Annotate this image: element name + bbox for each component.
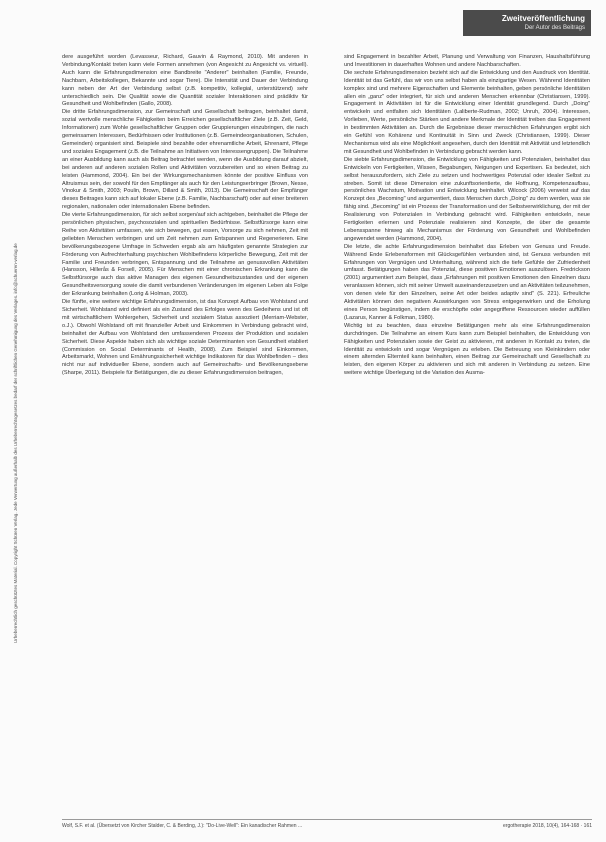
badge-subtitle: Der Autor des Beitrags [524,25,585,31]
paragraph: Die vierte Erfahrungsdimension, für sich selbst sorgen/auf sich achtgeben, beinhaltet die Pflege der persönlichen physischen, psychosozialen und spirituellen Bedürfnisse. Selbstfürsorge kann eine Reihe von Aktivitäten umfassen, wie sich bewegen, gut essen, Vorsorge zu sich nehmen, Zeit mit geliebten Menschen verbringen und um Zeit nehmen zum Entspannen und Regenerieren. Eine bevölkerungsbezogene Umfrage in Schweden ergab als am häufigsten genannte Strategien zur Förderung von Aufrechterhaltung psychischen Wohlbefindens körperliche Bewegung, Zeit mit der Familie und Freunden verbringen, Entspannung und die Teilnahme an genussvollen Aktivitäten (Hansson, Hillerås & Forsell, 2005). Für Menschen mit einer chronischen Erkrankung kann die Selbstfürsorge auch das aktive Managen des eigenen Gesundheitszustandes und der eigenen Gesundheitsversorgung sowie die damit verbundenen Veränderungen im eigenen Leben als Folge der Erkrankung beinhalten (Lorig & Holman, 2003). [62,212,308,298]
copyright-sidebar-text: Urheberrechtlich geschütztes Material. Copyright Schüren Verlag. Jede Verwertung außerhalb des Urheberrechtsgesetzes bedarf der schriftlichen Genehmigung des Verlages. info@schueren-verlag.de [13,243,18,643]
header-badge [463,10,591,36]
paragraph: Die sechste Erfahrungsdimension bezieht sich auf die Entwicklung und den Ausdruck von Identität. Identität ist das Gefühl, das wir von uns selbst haben als einzigartige Wesen. Während Identitäten komplex sind und mehrere Eigenschaften und Elemente beinhalten, geben persönliche Identitäten allen ein „ganz" oder integriert, für sich und anderen Menschen erkennbar (Christiansen, 1999). Engagement in Aktivitäten ist für die Entwicklung einer Identität grundlegend. Durch „Doing" entwickeln und entfalten sich Identitäten (Laliberte-Rudman, 2002; Unruh, 2004). Interessen, Vorlieben, Werte, persönliche Stärken und andere Merkmale der Identität treiben das Engagement in bestimmten Aktivitäten an. Durch die Ergebnisse dieser menschlichen Erfahrungen ergibt sich ein Gefühl von Kohärenz und Kontinuität in Sinn und Zweck (Christiansen, 1999). Dieser Mechanismus wird als eine Möglichkeit angesehen, durch den Identität mit Aktivität und letztendlich mit Gesundheit und Wohlbefinden in Verbindung gebracht werden kann. [344,69,590,155]
paragraph: sind Engagement in bezahlter Arbeit, Planung und Verwaltung von Finanzen, Haushaltsführung und Investitionen in dauerhaftes Wohnen und andere Nachbarschaften. [344,54,590,68]
page-footer [62,819,592,834]
badge-title: Zweitveröffentlichung [501,14,585,23]
paragraph: Die letzte, die achte Erfahrungsdimension beinhaltet das Erleben von Genuss und Freude. Während Ende Erlebensformen mit Glücksgefühlen verbunden sind, ist Genuss verbunden mit Erfahrungen von Vergnügen und Unterhaltung, während sich die tiefe Gefühle der Zufriedenheit umfasst. Betätigungen haben das Potenzial, diese positiven Emotionen auszulösen. Fredrickson (2001) argumentiert zum Beispiel, dass „Erfahrungen mit positiven Emotionen den Einzelnen dazu veranlassen können, sich mit seiner Umwelt auseinanderzusetzen und an Aktivitäten teilzunehmen, von denen viele für den Einzelnen, seine Art oder beides adaptiv sind" (S. 221). Erfreuliche Aktivitäten können den negativen Auswirkungen von Stress entgegenwirken und die Erholung eines Person begünstigen, indem die erschöpfte oder angegriffene Ressourcen wieder auffüllen (Lazarus, Kanner & Folkman, 1980). [344,243,590,321]
paragraph: Die siebte Erfahrungsdimension, die Entwicklung von Fähigkeiten und Potenzialen, beinhaltet das Entwickeln von Fertigkeiten, Wissen, Begabungen, Neigungen und Expertisen. Es bedeutet, sich selbst herauszufordern, sich Ziele zu setzen und hochwertiges Potenzial oder idealer Selbst zu streben. Somit ist diese Dimension eine zukunftsorientierte, die Hoffnung, Kompetenzaufbau, persönliches Wachstum, Motivation und Entwicklung beinhaltet. Wilcock (2006) verweist auf das Konzept des „Becoming" und argumentiert, dass Menschen durch „Doing" zu dem werden, was sie fähig sind. „Becoming" ist ein Prozess der Transformation und der Selbstverwirklichung, der mit der Realisierung von Potenzialen in Verbindung gebracht wird. Fähigkeiten entwickeln, neue Fertigkeiten erlernen und Potenziale realisieren sind Konzepte, die über die gesamte Lebensspanne hinweg als Mechanismus der Förderung von Gesundheit und Wohlbefinden angewendet werden (Hammond, 2004). [344,156,590,242]
paragraph: Wichtig ist zu beachten, dass einzelne Betätigungen mehr als eine Erfahrungsdimension durchdringen. Die Teilnahme an einem Kurs kann zum Beispiel beinhalten, die Entwicklung von Fähigkeiten und Potenzialen sowie der Geist zu aktivieren, mit anderen in Kontakt zu treten, die Identität zu entwickeln und sogar Vergnügen zu erleben. Die Betreuung von Kleinkindern oder einem alternden Elternteil kann beinhalten, einen Beitrag zur Gemeinschaft und Gesellschaft zu leisten, den eigenen Körper zu aktivieren und sich mit anderen in Verbindung zu setzen. Eine weitere wichtige Überlegung ist die Variation des Ausma- [344,322,590,377]
footer-page-info: ergotherapie 2018, 10(4), 164-168 · 161 [503,823,592,829]
paragraph: dere ausgeführt worden (Levasseur, Richard, Gauvin & Raymond, 2010). Mit anderen in Verbindung/Kontakt treten kann viele Formen annehmen (von Angesicht zu Angesicht vs. virtuell). Auch kann die Erfahrungsdimension eine Bandbreite "Anderer" beinhalten (Familie, Freunde, Nachbarn, Arbeitskollegen, Bekannte und sogar Tiere). Die Intensität und Dauer der Verbindung kann neben der Art der Verbindung selbst (z.B. kompetitiv, kollegial, unterstützend) sehr unterschiedlich sein. Die Qualität sowie die Quantität sozialer Interaktionen sind prädiktiv für Gesundheit und Wohlbefinden (Gallo, 2008). [62,54,308,108]
paragraph: Die fünfte, eine weitere wichtige Erfahrungsdimension, ist das Konzept Aufbau von Wohlstand und Sicherheit. Wohlstand wird definiert als ein Zustand des Erfolges wenn des Gedeihens und ist oft mit wirtschaftlichem Wohlergehen, Sicherheit und sozialem Status assoziiert (Merriam-Webster, o.J.). Obwohl Wohlstand oft mit finanzieller Arbeit und Einkommen in Verbindung gebracht wird, beinhaltet der Aufbau von Wohlstand den umfassenderen Prozess der Produktion und sozialen Sicherheit. Diese Aspekte haben sich als wichtige soziale Determinanten von Gesundheit etabliert (Commission on Social Determinants of Health, 2008). Zum Beispiel sind Einkommen, Arbeitsmarkt, Wohnen und Ernährungssicherheit wichtige Indikatoren für das Wohlbefinden – dies nicht nur auf individueller Ebene, sondern auch auf Gemeinschafts- und Bevölkerungsebene (Sharpe, 2011). Beispiele für Betätigungen, die zu dieser Erfahrungsdimension beitragen, [62,299,308,377]
copyright-sidebar [6,30,16,650]
left-column [62,54,308,814]
right-column [344,54,590,814]
paragraph: Die dritte Erfahrungsdimension, zur Gemeinschaft und Gesellschaft beitragen, beinhaltet damit, sozial wertvolle menschliche Fähigkeiten beim Erreichen gesellschaftlicher Ziele (z.B. Zeit, Geld, Informationen) zum Wohle gesellschaftlicher Gruppen oder Gruppierungen einzubringen, die nach gemeinsamen Interessen, Bedürfnissen oder Institutionen (z.B. Gemeindeorganisationen, Schulen, Gemeinden) organisiert sind. Beispiele sind bezahlte oder ehrenamtliche Arbeit, Ehrenamt, Pflege und soziales Engagement (z.B. die Teilnahme an Initiativen von Interessengruppen). Die Teilnahme an einer Ausbildung kann auch als Beitrag betrachtet werden, wenn die Ausbildung darauf abzielt, bei anderen auf anderen sozialen Rollen und Aktivitäten vorzubereiten und so einen Beitrag zu leisten (Hammond, 2004). Ein bei der Wirkungsmechanismen könnte der positive Einfluss von Altruismus sein, der sowohl für den Empfänger als auch für den Leistungserbringer (Brown, Nesse, Vinokur & Smith, 2003; Poulin, Brown, Dillard & Smith, 2013). Die Gemeinschaft der Empfänger dieses Beitrages kann sich auf lokaler Ebene (z.B. Familie, Nachbarschaft) oder auf einer breiteren regionalen, nationalen oder internationalen Ebene befinden. [62,109,308,211]
footer-citation: Wolf, S.F. et al. (Übersetzt von Kircher Stalder, C. & Berding, J.): "Do-Live-Well": Ein kanadischer Rahmen ... [62,823,303,829]
